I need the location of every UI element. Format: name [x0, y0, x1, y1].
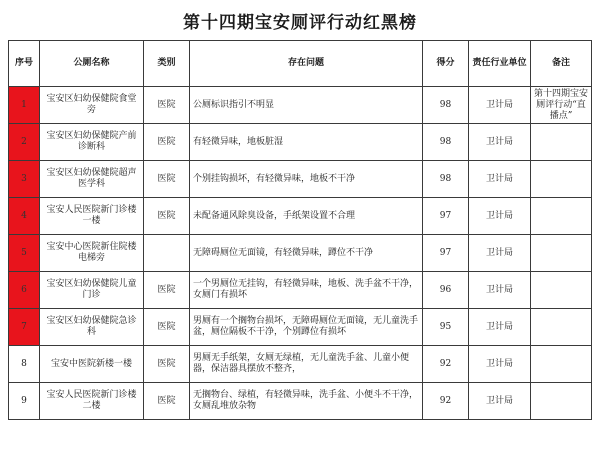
score-cell: 98 — [423, 87, 469, 124]
category-cell: 医院 — [144, 383, 190, 420]
header-category: 类别 — [144, 41, 190, 87]
score-cell: 96 — [423, 272, 469, 309]
note-cell — [531, 346, 592, 383]
row-number-cell: 1 — [9, 87, 40, 124]
row-number-cell: 3 — [9, 161, 40, 198]
issue-cell: 男厕有一个搁物台损坏，无障碍厕位无面镜，无儿童洗手盆，厕位隔板不干净，个别蹲位有损坏 — [190, 309, 423, 346]
header-issue: 存在问题 — [190, 41, 423, 87]
table-row — [9, 235, 592, 272]
issue-cell: 无搁物台、绿植，有轻微异味，洗手盆、小便斗不干净，女厕乱堆放杂物 — [190, 383, 423, 420]
row-number-cell: 4 — [9, 198, 40, 235]
table-row — [9, 161, 592, 198]
table-row — [9, 272, 592, 309]
row-number-cell: 6 — [9, 272, 40, 309]
score-cell: 97 — [423, 198, 469, 235]
note-cell: 第十四期宝安厕评行动“直播点” — [531, 87, 592, 124]
category-cell: 医院 — [144, 124, 190, 161]
score-cell: 95 — [423, 309, 469, 346]
category-cell: 医院 — [144, 161, 190, 198]
category-cell: 医院 — [144, 309, 190, 346]
category-cell: 医院 — [144, 198, 190, 235]
header-unit: 责任行业单位 — [469, 41, 531, 87]
toilet-name-cell: 宝安区妇幼保健院超声医学科 — [40, 161, 144, 198]
toilet-name-cell: 宝安区妇幼保健院产前诊断科 — [40, 124, 144, 161]
toilet-name-cell: 宝安人民医院新门诊楼二楼 — [40, 383, 144, 420]
toilet-name-cell: 宝安区妇幼保健院急诊科 — [40, 309, 144, 346]
header-score: 得分 — [423, 41, 469, 87]
category-cell: 医院 — [144, 346, 190, 383]
note-cell — [531, 198, 592, 235]
row-number-cell: 2 — [9, 124, 40, 161]
issue-cell: 男厕无手纸架，女厕无绿植，无儿童洗手盆、儿童小便器，保洁器具摆放不整齐， — [190, 346, 423, 383]
header-note: 备注 — [531, 41, 592, 87]
unit-cell: 卫计局 — [469, 272, 531, 309]
category-cell: 医院 — [144, 272, 190, 309]
table-body — [9, 87, 592, 420]
unit-cell: 卫计局 — [469, 309, 531, 346]
issue-cell: 有轻微异味，地板脏湿 — [190, 124, 423, 161]
issue-cell: 个别挂钩损坏，有轻微异味，地板不干净 — [190, 161, 423, 198]
score-cell: 98 — [423, 161, 469, 198]
row-number-cell: 7 — [9, 309, 40, 346]
header-no: 序号 — [9, 41, 40, 87]
issue-cell: 未配备通风除臭设备，手纸架设置不合理 — [190, 198, 423, 235]
score-cell: 92 — [423, 383, 469, 420]
note-cell — [531, 272, 592, 309]
table-row — [9, 309, 592, 346]
issue-cell: 公厕标识指引不明显 — [190, 87, 423, 124]
unit-cell: 卫计局 — [469, 87, 531, 124]
unit-cell: 卫计局 — [469, 198, 531, 235]
row-number-cell: 9 — [9, 383, 40, 420]
score-cell: 98 — [423, 124, 469, 161]
note-cell — [531, 161, 592, 198]
unit-cell: 卫计局 — [469, 161, 531, 198]
table-row — [9, 198, 592, 235]
ranking-table — [8, 40, 592, 420]
note-cell — [531, 309, 592, 346]
unit-cell: 卫计局 — [469, 383, 531, 420]
score-cell: 92 — [423, 346, 469, 383]
toilet-name-cell: 宝安区妇幼保健院食堂旁 — [40, 87, 144, 124]
header-name: 公厕名称 — [40, 41, 144, 87]
table-row — [9, 87, 592, 124]
row-number-cell: 8 — [9, 346, 40, 383]
category-cell — [144, 235, 190, 272]
note-cell — [531, 124, 592, 161]
toilet-name-cell: 宝安人民医院新门诊楼一楼 — [40, 198, 144, 235]
toilet-name-cell: 宝安中心医院新住院楼电梯旁 — [40, 235, 144, 272]
unit-cell: 卫计局 — [469, 124, 531, 161]
score-cell: 97 — [423, 235, 469, 272]
table-row — [9, 124, 592, 161]
issue-cell: 一个男厕位无挂钩，有轻微异味，地板、洗手盆不干净，女厕门有损坏 — [190, 272, 423, 309]
issue-cell: 无障碍厕位无面镜，有轻微异味，蹲位不干净 — [190, 235, 423, 272]
category-cell: 医院 — [144, 87, 190, 124]
unit-cell: 卫计局 — [469, 235, 531, 272]
note-cell — [531, 383, 592, 420]
table-row — [9, 383, 592, 420]
toilet-name-cell: 宝安中医院新楼一楼 — [40, 346, 144, 383]
row-number-cell: 5 — [9, 235, 40, 272]
note-cell — [531, 235, 592, 272]
unit-cell: 卫计局 — [469, 346, 531, 383]
table-row — [9, 346, 592, 383]
page-title: 第十四期宝安厕评行动红黑榜 — [183, 13, 417, 33]
toilet-name-cell: 宝安区妇幼保健院儿童门诊 — [40, 272, 144, 309]
table-header-row — [9, 41, 592, 87]
